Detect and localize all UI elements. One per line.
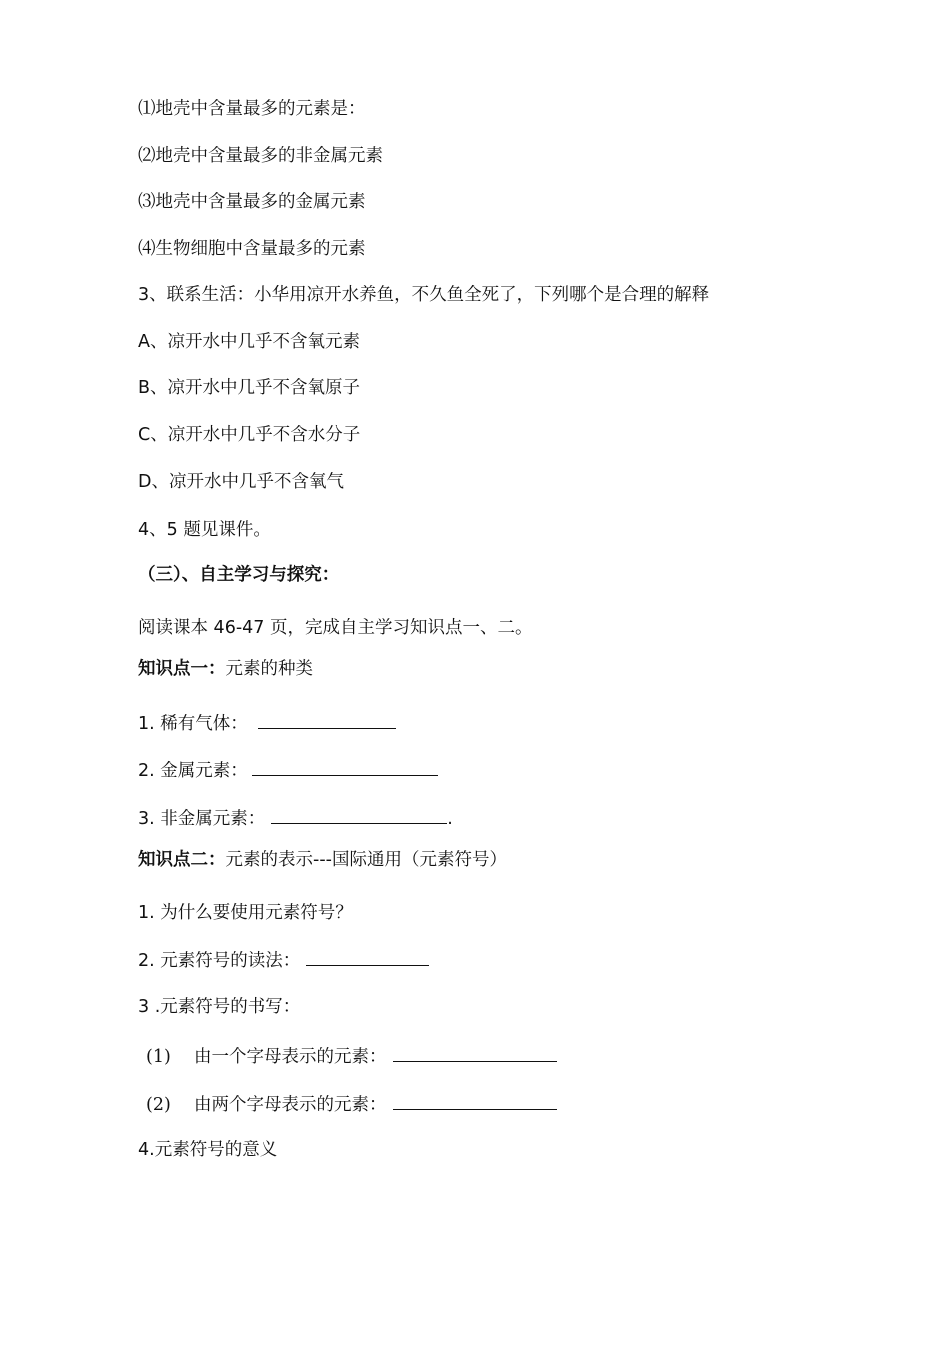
kp1-item-2-label: 2. 金属元素： xyxy=(138,761,248,781)
q2-item-4: ⑷生物细胞中含量最多的元素 xyxy=(138,239,366,259)
section-heading: （三）、自主学习与探究： xyxy=(138,565,340,585)
knowledge-point-2-label: 知识点二： xyxy=(138,850,226,870)
kp1-answer-blank-2[interactable] xyxy=(252,758,438,776)
knowledge-point-2-title: 元素的表示---国际通用（元素符号） xyxy=(225,850,507,870)
kp2-subitem-2-number: (2) xyxy=(146,1095,171,1115)
kp2-subitem-1-label: 由一个字母表示的元素： xyxy=(194,1047,387,1067)
q2-item-2: ⑵地壳中含量最多的非金属元素 xyxy=(138,146,383,166)
knowledge-point-2-heading xyxy=(138,849,507,871)
kp2-answer-blank-one-letter[interactable] xyxy=(393,1044,557,1062)
kp2-item-1: 1. 为什么要使用元素符号？ xyxy=(138,903,353,923)
kp1-answer-blank-3[interactable] xyxy=(271,806,447,824)
knowledge-point-1-label: 知识点一： xyxy=(138,659,226,679)
kp2-subitem-2-label: 由两个字母表示的元素： xyxy=(194,1095,387,1115)
q3-option-b: B、凉开水中几乎不含氧原子 xyxy=(138,378,361,398)
kp2-answer-blank-reading[interactable] xyxy=(306,948,429,966)
kp1-item-1-label: 1. 稀有气体： xyxy=(138,714,248,734)
kp2-answer-blank-two-letter[interactable] xyxy=(393,1092,557,1110)
kp2-item-4: 4.元素符号的意义 xyxy=(138,1140,278,1160)
kp1-item-2 xyxy=(138,758,438,782)
kp2-item-3: 3 .元素符号的书写： xyxy=(138,997,301,1017)
kp2-subitem-1-number: (1) xyxy=(146,1047,171,1067)
kp2-item-2-label: 2. 元素符号的读法： xyxy=(138,951,301,971)
q3-option-a: A、凉开水中几乎不含氧元素 xyxy=(138,332,360,352)
q3-option-c: C、凉开水中几乎不含水分子 xyxy=(138,425,361,445)
q3-stem: 3、联系生活：小华用凉开水养鱼，不久鱼全死了，下列哪个是合理的解释 xyxy=(138,285,710,305)
q4-5-note: 4、5 题见课件。 xyxy=(138,520,271,540)
q2-item-1: ⑴地壳中含量最多的元素是： xyxy=(138,99,366,119)
knowledge-point-1-heading xyxy=(138,658,313,680)
kp1-item-1 xyxy=(138,711,396,735)
kp1-item-3-label: 3. 非金属元素： xyxy=(138,809,266,829)
kp2-subitem-2 xyxy=(138,1092,557,1116)
section-intro: 阅读课本 46-47 页，完成自主学习知识点一、二。 xyxy=(138,618,533,638)
q3-option-d: D、凉开水中几乎不含氧气 xyxy=(138,472,344,492)
kp1-item-3 xyxy=(138,806,453,830)
knowledge-point-1-title: 元素的种类 xyxy=(225,659,313,679)
kp2-subitem-1 xyxy=(138,1044,557,1068)
kp2-item-2 xyxy=(138,948,429,972)
kp1-item-3-period: . xyxy=(447,809,453,829)
q2-item-3: ⑶地壳中含量最多的金属元素 xyxy=(138,192,366,212)
kp1-answer-blank-1[interactable] xyxy=(258,711,396,729)
